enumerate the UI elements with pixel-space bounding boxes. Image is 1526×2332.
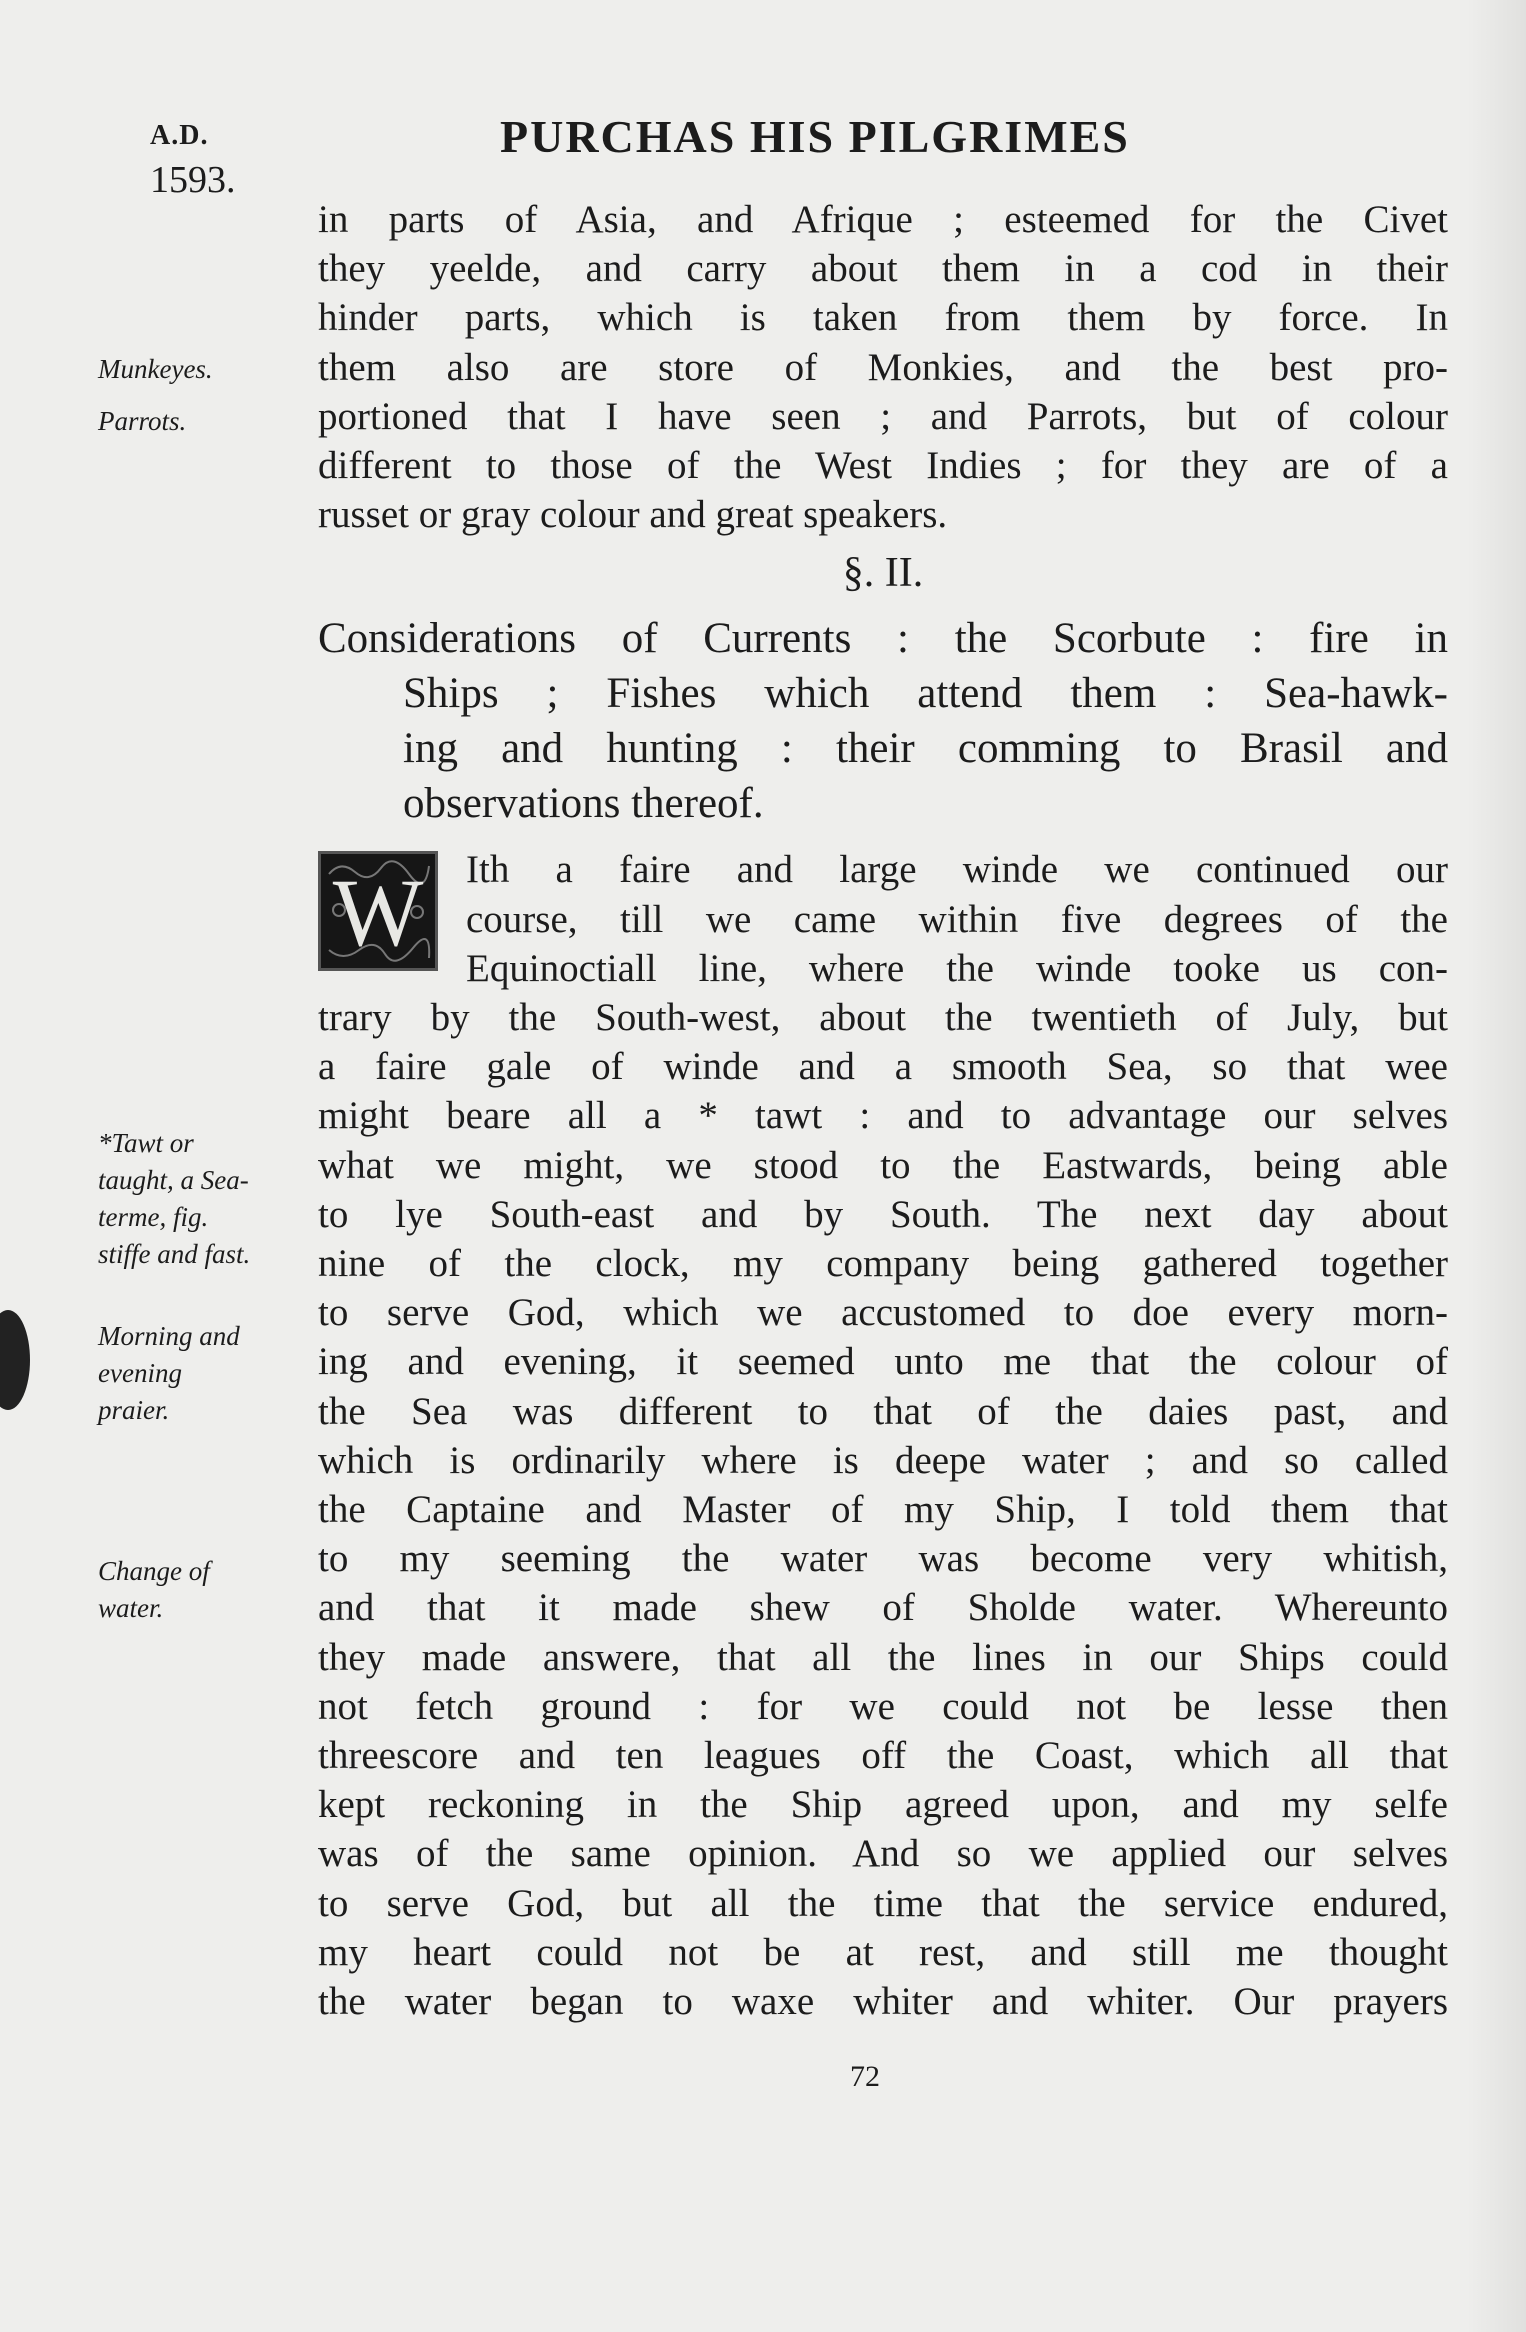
text-line: russet or gray colour and great speakers.: [318, 493, 948, 537]
scan-thumb-shadow-icon: [0, 1300, 30, 1430]
text-line: what we might, we stood to the Eastwards, being able: [318, 1143, 1448, 1187]
margin-note-water: [98, 1553, 298, 1627]
main-text: [318, 195, 1448, 2026]
text-line: a faire gale of winde and a smooth Sea, so that wee: [318, 1045, 1448, 1089]
text-line: nine of the clock, my company being gathered together: [318, 1242, 1448, 1286]
text-line: and that it made shew of Sholde water. Whereunto: [318, 1586, 1448, 1630]
text-line: to serve God, but all the time that the service endured,: [318, 1881, 1448, 1925]
margin-note-line: taught, a Sea-: [98, 1165, 249, 1195]
text-line: might beare all a * tawt : and to advantage our selves: [318, 1094, 1448, 1138]
page-number: 72: [850, 2060, 880, 2093]
text-line: the Captaine and Master of my Ship, I told them that: [318, 1488, 1448, 1532]
margin-note-line: praier.: [98, 1395, 170, 1425]
year-box: [150, 120, 300, 202]
year-label: A.D.: [150, 120, 209, 151]
text-line: to my seeming the water was become very whitish,: [318, 1537, 1448, 1581]
margin-note-tawt: [98, 1125, 298, 1273]
drop-cap-letter: W: [332, 859, 424, 967]
paragraph-with-drop-cap: [318, 845, 1448, 2026]
text-line: different to those of the West Indies ; for they are of a: [318, 444, 1448, 488]
margin-note-line: Change of: [98, 1556, 210, 1586]
heading-line: ing and hunting : their comming to Brasil and: [403, 725, 1448, 773]
text-line: the water began to waxe whiter and whiter. Our prayers: [318, 1980, 1448, 2024]
text-line: portioned that I have seen ; and Parrots, but of colour: [318, 394, 1448, 438]
margin-note-line: terme, fig.: [98, 1202, 209, 1232]
text-line: the Sea was different to that of the daies past, and: [318, 1389, 1448, 1433]
margin-note-line: Munkeyes.: [98, 354, 213, 384]
margin-note-line: *Tawt or: [98, 1128, 194, 1158]
margin-note-line: stiffe and fast.: [98, 1239, 251, 1269]
margin-note-line: water.: [98, 1593, 164, 1623]
year: 1593.: [150, 159, 236, 201]
margin-note-morning: [98, 1318, 298, 1429]
text-line: kept reckoning in the Ship agreed upon, and my selfe: [318, 1783, 1448, 1827]
margin-note-parrots: [98, 403, 298, 440]
text-line: my heart could not be at rest, and still me thought: [318, 1930, 1448, 1974]
text-line: not fetch ground : for we could not be lesse then: [318, 1684, 1448, 1728]
heading-line: observations thereof.: [403, 780, 764, 828]
text-line: to lye South-east and by South. The next day about: [318, 1192, 1448, 1236]
margin-note-line: Parrots.: [98, 406, 187, 436]
heading-line: Considerations of Currents : the Scorbute : fire in: [318, 615, 1448, 663]
margin-note-line: evening: [98, 1358, 182, 1388]
section-heading: [318, 611, 1448, 831]
text-line: threescore and ten leagues off the Coast, which all that: [318, 1734, 1448, 1778]
text-line: ing and evening, it seemed unto me that the colour of: [318, 1340, 1448, 1384]
section-mark: §. II.: [842, 550, 924, 597]
text-line: they made answere, that all the lines in our Ships could: [318, 1635, 1448, 1679]
heading-line: Ships ; Fishes which attend them : Sea-hawk-: [403, 670, 1448, 718]
text-line: hinder parts, which is taken from them by force. In: [318, 296, 1448, 340]
text-line: Ith a faire and large winde we continued our: [466, 848, 1448, 892]
text-line: was of the same opinion. And so we applied our selves: [318, 1832, 1448, 1876]
text-line: which is ordinarily where is deepe water ; and so called: [318, 1438, 1448, 1482]
text-line: trary by the South-west, about the twentieth of July, but: [318, 996, 1448, 1040]
text-line: them also are store of Monkies, and the best pro-: [318, 345, 1448, 389]
text-line: they yeelde, and carry about them in a cod in their: [318, 247, 1448, 291]
running-title: PURCHAS HIS PILGRIMES: [500, 111, 1130, 162]
text-line: to serve God, which we accustomed to doe every morn-: [318, 1291, 1448, 1335]
margin-note-line: Morning and: [98, 1321, 240, 1351]
opening-paragraph: [318, 195, 1448, 539]
text-line: Equinoctiall line, where the winde tooke us con-: [466, 946, 1448, 990]
text-line: course, till we came within five degrees of the: [466, 897, 1448, 941]
text-line: in parts of Asia, and Afrique ; esteemed for the Civet: [318, 198, 1448, 241]
drop-cap-ornament: [318, 851, 438, 971]
margin-note-monkeys: [98, 351, 298, 388]
